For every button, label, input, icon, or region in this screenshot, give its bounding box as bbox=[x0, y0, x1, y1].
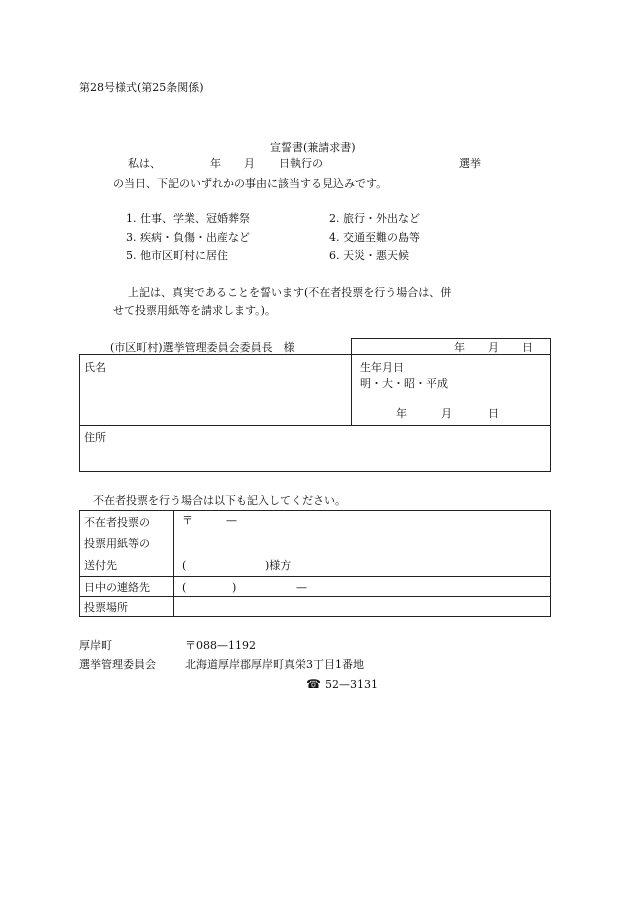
birth-month: 月 bbox=[441, 407, 452, 420]
reason-item: 2. 旅行・外出など bbox=[329, 212, 420, 225]
intro-month: 月 bbox=[244, 157, 255, 170]
care-of-label: )様方 bbox=[265, 559, 292, 572]
intro-year: 年 bbox=[210, 157, 221, 170]
address-label: 住所 bbox=[84, 431, 106, 444]
reason-item: 5. 他市区町村に居住 bbox=[126, 249, 228, 262]
postal-dash: — bbox=[226, 514, 237, 527]
birth-label: 生年月日 bbox=[360, 361, 404, 374]
era-options: 明・大・昭・平成 bbox=[360, 377, 448, 390]
divider bbox=[173, 510, 174, 617]
phone-number: 52—3131 bbox=[324, 678, 378, 691]
send-label: 不在者投票の bbox=[84, 516, 150, 529]
issuer-town: 厚岸町 bbox=[79, 639, 112, 652]
issuer-postal: 〒088—1192 bbox=[185, 639, 256, 652]
reason-item: 6. 天災・悪天候 bbox=[329, 249, 409, 262]
send-label: 投票用紙等の bbox=[84, 537, 150, 550]
contact-open: ( bbox=[182, 581, 187, 594]
applicant-table bbox=[79, 354, 551, 472]
date-box bbox=[351, 338, 551, 355]
care-of-open: ( bbox=[182, 559, 187, 572]
intro-day-exec: 日執行の bbox=[279, 157, 323, 170]
intro-lead: 私は、 bbox=[128, 157, 161, 170]
contact-close: ) bbox=[232, 581, 237, 594]
name-label: 氏名 bbox=[84, 361, 106, 374]
issuer-address: 北海道厚岸郡厚岸町真栄3丁目1番地 bbox=[185, 658, 364, 671]
issuer-phone bbox=[306, 678, 378, 690]
date-day: 日 bbox=[522, 341, 533, 354]
phone-icon: ☎ bbox=[306, 677, 321, 691]
oath-line1: 上記は、真実であることを誓います(不在者投票を行う場合は、併 bbox=[128, 286, 452, 299]
issuer-committee: 選挙管理委員会 bbox=[79, 658, 156, 671]
form-number: 第28号様式(第25条関係) bbox=[79, 81, 204, 94]
divider bbox=[79, 576, 551, 577]
intro-election: 選挙 bbox=[459, 157, 481, 170]
oath-line2: せて投票用紙等を請求します。)。 bbox=[113, 304, 276, 317]
send-label: 送付先 bbox=[84, 559, 117, 572]
absentee-note: 不在者投票を行う場合は以下も記入してください。 bbox=[93, 494, 346, 507]
divider bbox=[79, 425, 551, 426]
intro-line2: の当日、下記のいずれかの事由に該当する見込みです。 bbox=[113, 177, 388, 190]
date-month: 月 bbox=[488, 341, 499, 354]
reason-item: 4. 交通至難の島等 bbox=[329, 231, 420, 244]
divider bbox=[351, 354, 352, 425]
birth-day: 日 bbox=[488, 407, 499, 420]
birth-year: 年 bbox=[396, 407, 407, 420]
postal-mark: 〒 bbox=[182, 514, 193, 527]
reason-item: 3. 疾病・負傷・出産など bbox=[126, 231, 250, 244]
addressee: (市区町村)選挙管理委員会委員長 様 bbox=[110, 341, 295, 354]
reason-item: 1. 仕事、学業、冠婚葬祭 bbox=[126, 212, 250, 225]
divider bbox=[79, 596, 551, 597]
document-title: 宣誓書(兼請求書) bbox=[270, 141, 356, 154]
contact-label: 日中の連絡先 bbox=[84, 581, 150, 594]
date-year: 年 bbox=[454, 341, 465, 354]
contact-dash: — bbox=[296, 581, 307, 594]
place-label: 投票場所 bbox=[84, 601, 128, 614]
